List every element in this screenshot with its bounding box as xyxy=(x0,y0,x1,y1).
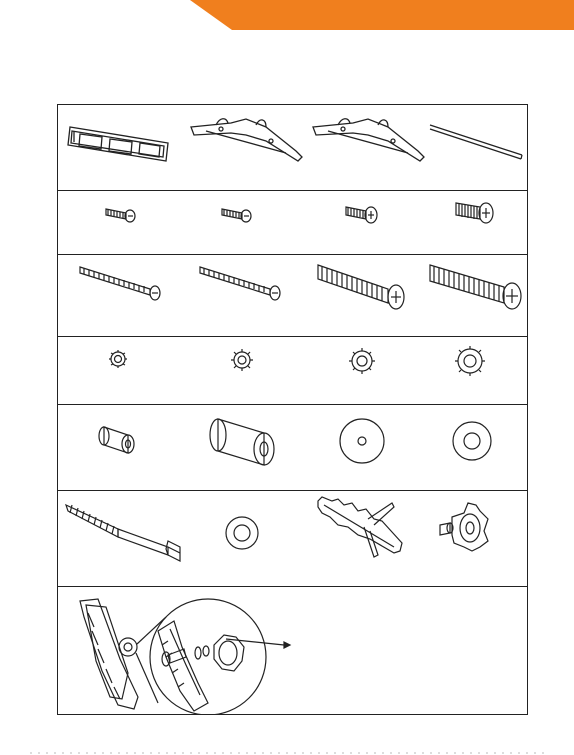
row-short-screws xyxy=(58,191,527,255)
row-lock-washers xyxy=(58,337,527,405)
long-screw-icon xyxy=(58,255,183,336)
long-screw-icon xyxy=(428,255,528,336)
parts-table xyxy=(57,104,528,715)
spacer-icon xyxy=(58,405,183,490)
lag-bolt-icon xyxy=(58,491,183,586)
page-footer-dots xyxy=(0,750,574,755)
row-anchors xyxy=(58,491,527,587)
row-long-screws xyxy=(58,255,527,337)
wall-anchor-icon xyxy=(308,491,428,586)
row-spacers-washers xyxy=(58,405,527,491)
spacer-icon xyxy=(186,405,306,490)
lock-washer-icon xyxy=(58,337,183,404)
row-bracket-parts xyxy=(58,105,527,191)
flat-washer-icon xyxy=(308,405,428,490)
rod-icon xyxy=(428,105,528,190)
mount-arm-icon xyxy=(308,105,428,190)
mount-arm-icon xyxy=(186,105,306,190)
flat-washer-icon xyxy=(428,405,528,490)
long-screw-icon xyxy=(308,255,428,336)
knob-icon xyxy=(428,491,528,586)
assembly-diagram-icon xyxy=(58,587,358,714)
short-screw-icon xyxy=(428,191,528,254)
flat-washer-icon xyxy=(186,491,306,586)
wall-plate-icon xyxy=(58,105,183,190)
header-accent-banner xyxy=(0,0,574,32)
short-screw-icon xyxy=(58,191,183,254)
lock-washer-icon xyxy=(428,337,528,404)
short-screw-icon xyxy=(308,191,428,254)
lock-washer-icon xyxy=(186,337,306,404)
lock-washer-icon xyxy=(308,337,428,404)
row-assembly-diagram xyxy=(58,587,527,714)
long-screw-icon xyxy=(186,255,306,336)
short-screw-icon xyxy=(186,191,306,254)
